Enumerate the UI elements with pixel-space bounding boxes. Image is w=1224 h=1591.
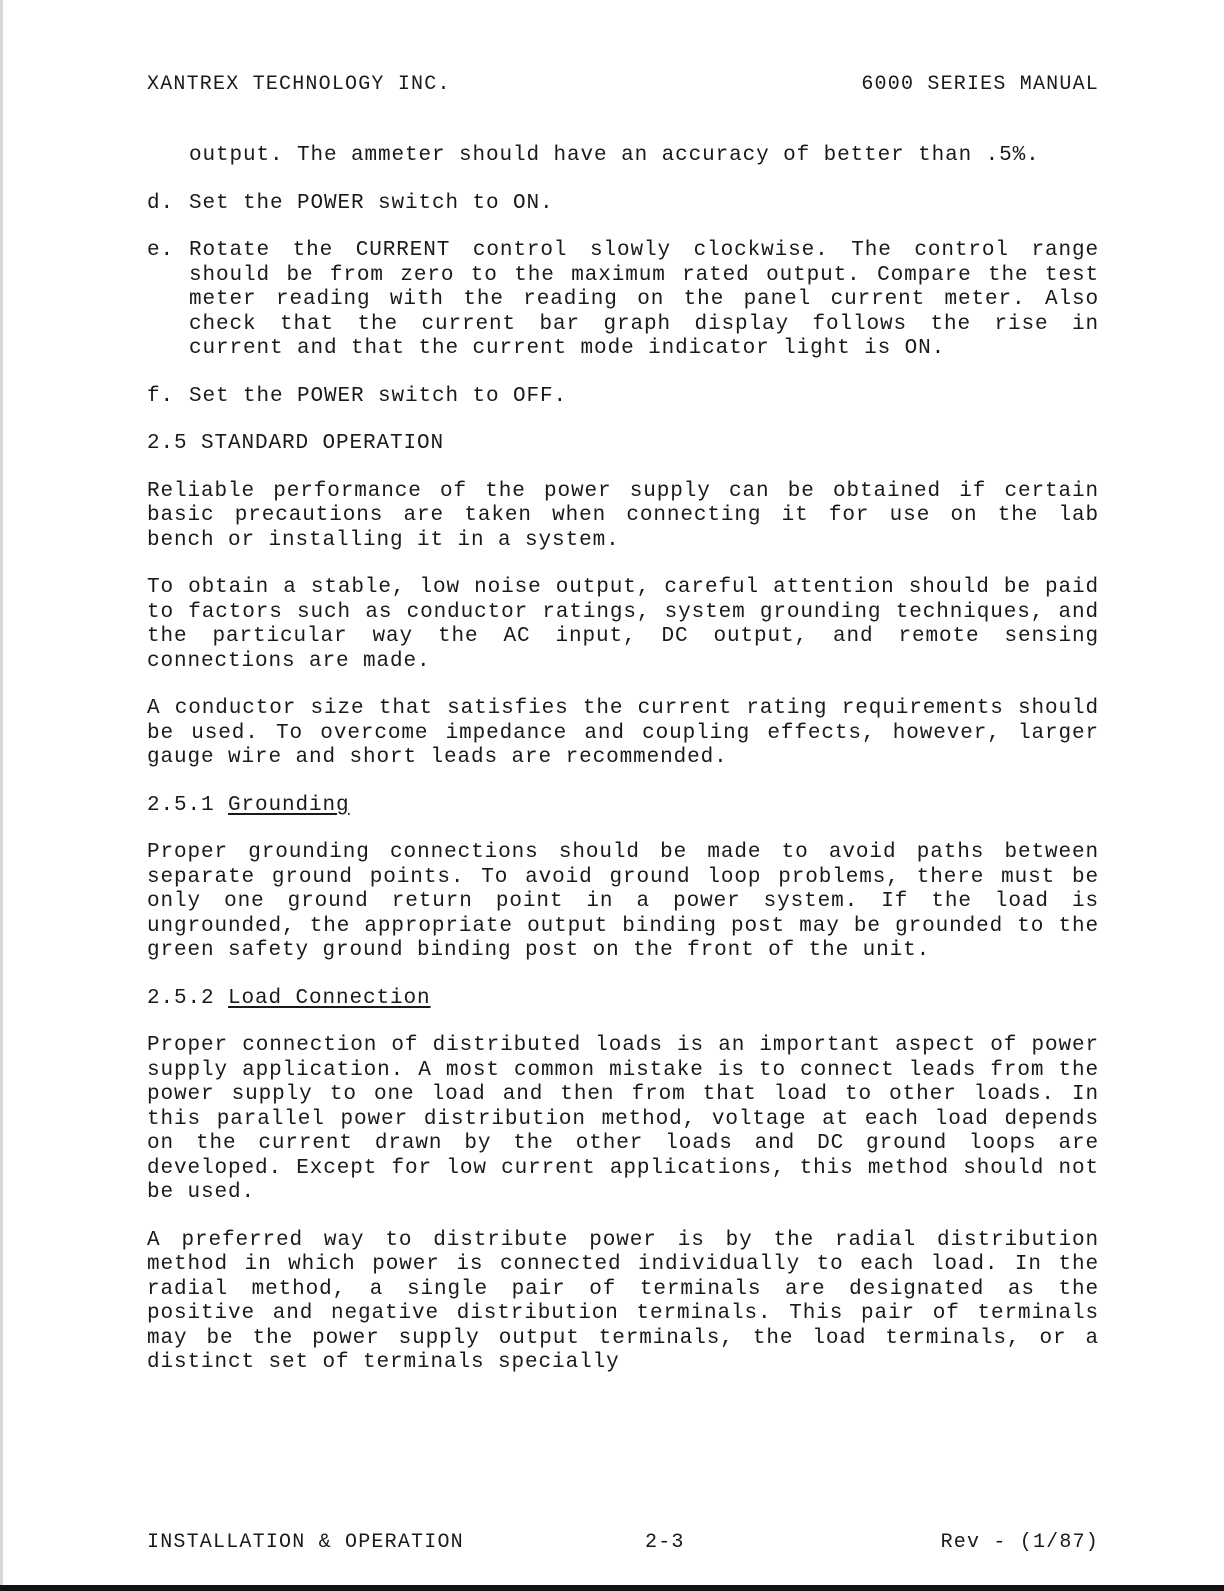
section-paragraph: Reliable performance of the power supply can be obtained if certain basic precautions are taken when connecting it for use on the lab bench or installing it in a system. <box>147 479 1099 552</box>
step-marker: e. <box>147 239 175 262</box>
page-body <box>147 144 1099 1376</box>
section-paragraph: To obtain a stable, low noise output, careful attention should be paid to factors such as conductor ratings, system grounding techniques, and the particular way the AC input, DC output, and remote sensing connections are made. <box>147 576 1099 673</box>
grounding-paragraph: Proper grounding connections should be made to avoid paths between separate ground points. To avoid ground loop problems, there must be only one ground return point in a power system. If the load is ungrounded, the appropriate output binding post may be grounded to the green safety ground binding post on the front of the unit. <box>147 841 1099 962</box>
step-marker: d. <box>147 191 175 215</box>
step-text: Set the POWER switch to ON. <box>189 191 554 215</box>
step-e <box>147 239 1099 362</box>
load-paragraph: A preferred way to distribute power is by the radial distribution method in which power is connected individually to each load. In the radial method, a single pair of terminals are designated as the positive and negative distribution terminals. This pair of terminals may be the power supply output terminals, the load terminals, or a distinct set of terminals specially <box>147 1228 1099 1374</box>
page-number: 2-3 <box>645 1531 685 1554</box>
load-number: 2.5.2 <box>147 986 215 1010</box>
grounding-title: Grounding <box>228 793 350 817</box>
grounding-heading <box>147 794 1099 819</box>
section-heading: 2.5 STANDARD OPERATION <box>147 432 445 455</box>
load-heading <box>147 987 1099 1012</box>
step-d <box>147 192 1099 217</box>
scan-bottom-edge <box>0 1585 1224 1591</box>
scan-edge <box>0 0 3 1591</box>
footer-revision: Rev - (1/87) <box>940 1531 1099 1554</box>
step-marker: f. <box>147 384 175 408</box>
continuation-paragraph: output. The ammeter should have an accuracy of better than .5%. <box>189 144 1040 167</box>
step-f <box>147 385 1099 410</box>
header-company: XANTREX TECHNOLOGY INC. <box>147 73 451 96</box>
footer-section: INSTALLATION & OPERATION <box>147 1531 464 1554</box>
grounding-number: 2.5.1 <box>147 793 215 817</box>
step-text: Rotate the CURRENT control slowly clockwise. The control range should be from zero to the maximum rated output. Compare the test meter reading with the reading on the panel current meter. Also check that the current bar graph display follows the rise in current and that the current mode indicator light is ON. <box>189 239 1099 360</box>
load-title: Load Connection <box>228 986 431 1010</box>
section-paragraph: A conductor size that satisfies the current rating requirements should be used. To overcome impedance and coupling effects, however, larger gauge wire and short leads are recommended. <box>147 697 1099 769</box>
step-text: Set the POWER switch to OFF. <box>189 384 568 408</box>
load-paragraph: Proper connection of distributed loads is an important aspect of power supply application. A most common mistake is to connect leads from the power supply to one load and then from that load to other loads. In this parallel power distribution method, voltage at each load depends on the current drawn by the other loads and DC ground loops are developed. Except for low current applications, this method should not be used. <box>147 1034 1099 1204</box>
header-manual-title: 6000 SERIES MANUAL <box>861 73 1099 96</box>
